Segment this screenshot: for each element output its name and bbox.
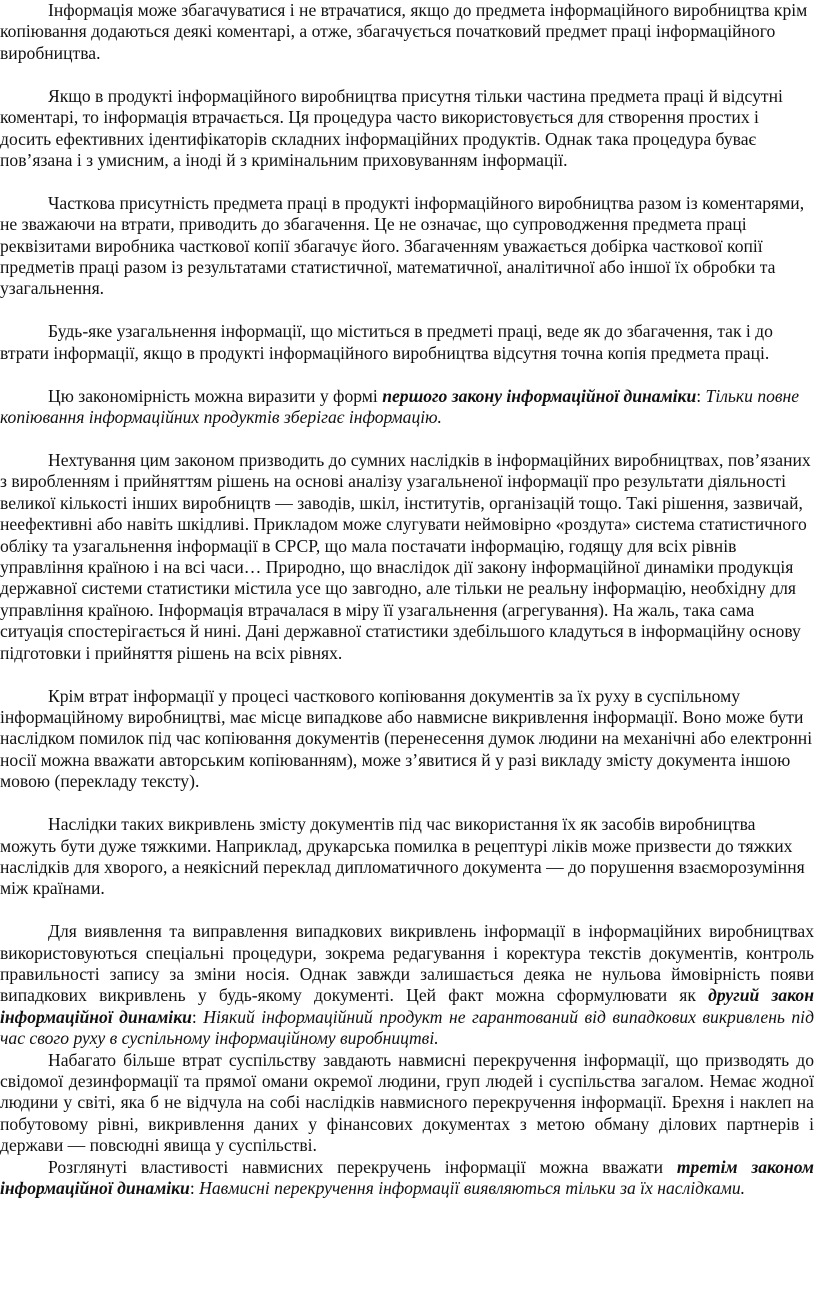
second-law-colon: : <box>191 1006 204 1027</box>
paragraph-10: Набагато більше втрат суспільству завдають навмисні перекручення інформації, що призводять до свідомої дезинформації та прямої омани окремої людини, груп людей і суспільства загалом. Немає жодної людини у світі, яка б не відчула на собі наслідків навмисного перекручення інформації. Брехня і наклеп на побутовому рівні, викривлення даних у фінансових документах з метою обману ділових партнерів і держави — повсюдні явища у суспільстві. <box>0 1049 814 1156</box>
paragraph-2: Якщо в продукті інформаційного виробництва присутня тільки частина предмета праці й відсутні коментарі, то інформація втрачається. Ця процедура часто використовується для створення простих і досить ефективних ідентифікаторів складних інформаційних продуктів. Однак така процедура буває пов’язана і з умисним, а іноді й з кримінальним приховуванням інформації. <box>0 85 783 170</box>
paragraph-7: Крім втрат інформації у процесі часткового копіювання документів за їх руху в суспільному інформаційному виробництві, має місце випадкове або навмисне викривлення інформації. Воно може бути наслідком помилок під час копіювання документів (перенесення думок людини на механічні або електронні носії можна вважати авторським копіюванням), може з’явитися й у разі викладу змісту документа іншою мовою (перекладу тексту). <box>0 685 813 792</box>
paragraph-third-law <box>0 1157 814 1200</box>
paragraph-second-law <box>0 921 814 1049</box>
first-law-statement: Тільки повне копіювання інформаційних продуктів зберігає інформацію. <box>0 385 800 428</box>
first-law-lead: Цю закономірність можна виразити у формі <box>48 385 383 406</box>
first-law-colon: : <box>696 385 706 406</box>
paragraph-1: Інформація може збагачуватися і не втрачатися, якщо до предмета інформаційного виробництва крім копіювання додаються деякі коментарі, а отже, збагачується початковий предмет праці інформаційного виробництва. <box>0 0 808 63</box>
first-law-term: першого закону інформаційної динаміки <box>382 385 697 406</box>
second-law-statement: Ніякий інформаційний продукт не гарантований від випадкових викривлень під час свого руху в суспільному інформаційному виробництві. <box>0 1006 814 1049</box>
paragraph-4: Будь-яке узагальнення інформації, що міститься в предметі праці, веде як до збагачення, так і до втрати інформації, якщо в продукті інформаційного виробництва відсутня точна копія предмета праці. <box>0 321 773 363</box>
third-law-lead: Розглянуті властивості навмисних перекручень інформації можна вважати <box>48 1156 677 1177</box>
paragraph-first-law <box>0 386 814 429</box>
second-law-lead: Для виявлення та виправлення випадкових викривлень інформації в інформаційних виробництвах використовуються спеціальні процедури, зокрема редагування і коректура текстів документів, контроль правильності запису за зміни носія. Однак завжди залишається деяка не нульова ймовірність появи випадкових викривлень у будь-якому документі. Цей факт можна сформулювати як <box>0 921 814 1006</box>
paragraph-8: Наслідки таких викривлень змісту документів під час використання їх як засобів виробництва можуть бути дуже тяжкими. Наприклад, друкарська помилка в рецептурі ліків може призвести до тяжких наслідків для хворого, а неякісний переклад дипломатичного документа — до порушення взаєморозуміння між країнами. <box>0 814 805 899</box>
third-law-term: третім законом інформаційної динаміки <box>0 1156 814 1199</box>
paragraph-3: Часткова присутність предмета праці в продукті інформаційного виробництва разом із коментарями, не зважаючи на втрати, приводить до збагачення. Це не означає, що супроводження предмета праці реквізитами виробника часткової копії збагачує його. Збагаченням уважається добірка часткової копії предметів праці разом із результатами статистичної, математичної, аналітичної або іншої їх обробки та узагальнення. <box>0 192 805 299</box>
third-law-colon: : <box>189 1178 200 1199</box>
second-law-term: другий закон інформаційної динаміки <box>0 985 814 1027</box>
third-law-statement: Навмисні перекручення інформації виявляються тільки за їх наслідками. <box>199 1178 746 1199</box>
paragraph-6: Нехтування цим законом призводить до сумних наслідків в інформаційних виробництвах, пов’язаних з виробленням і прийняттям рішень на основі аналізу узагальненої інформації про результати діяльності великої кількості інших виробництв — заводів, шкіл, інститутів, організацій тощо. Такі рішення, зазвичай, неефективні або навіть шкідливі. Прикладом може слугувати неймовірно «роздута» система статистичного обліку та узагальнення інформації в СРСР, що мала постачати інформацію, годящу для всіх рівнів управління країною і на всі часи… Природно, що внаслідок дії закону інформаційної динаміки продукція державної системи статистики містила усе що завгодно, але тільки не реальну інформацію, необхідну для управління країною. Інформація втрачалася в міру її узагальнення (агрегування). На жаль, така сама ситуація спостерігається й нині. Дані державної статистики здебільшого кладуться в інформаційну основу підготовки і прийняття рішень на всіх рівнях. <box>0 450 811 663</box>
